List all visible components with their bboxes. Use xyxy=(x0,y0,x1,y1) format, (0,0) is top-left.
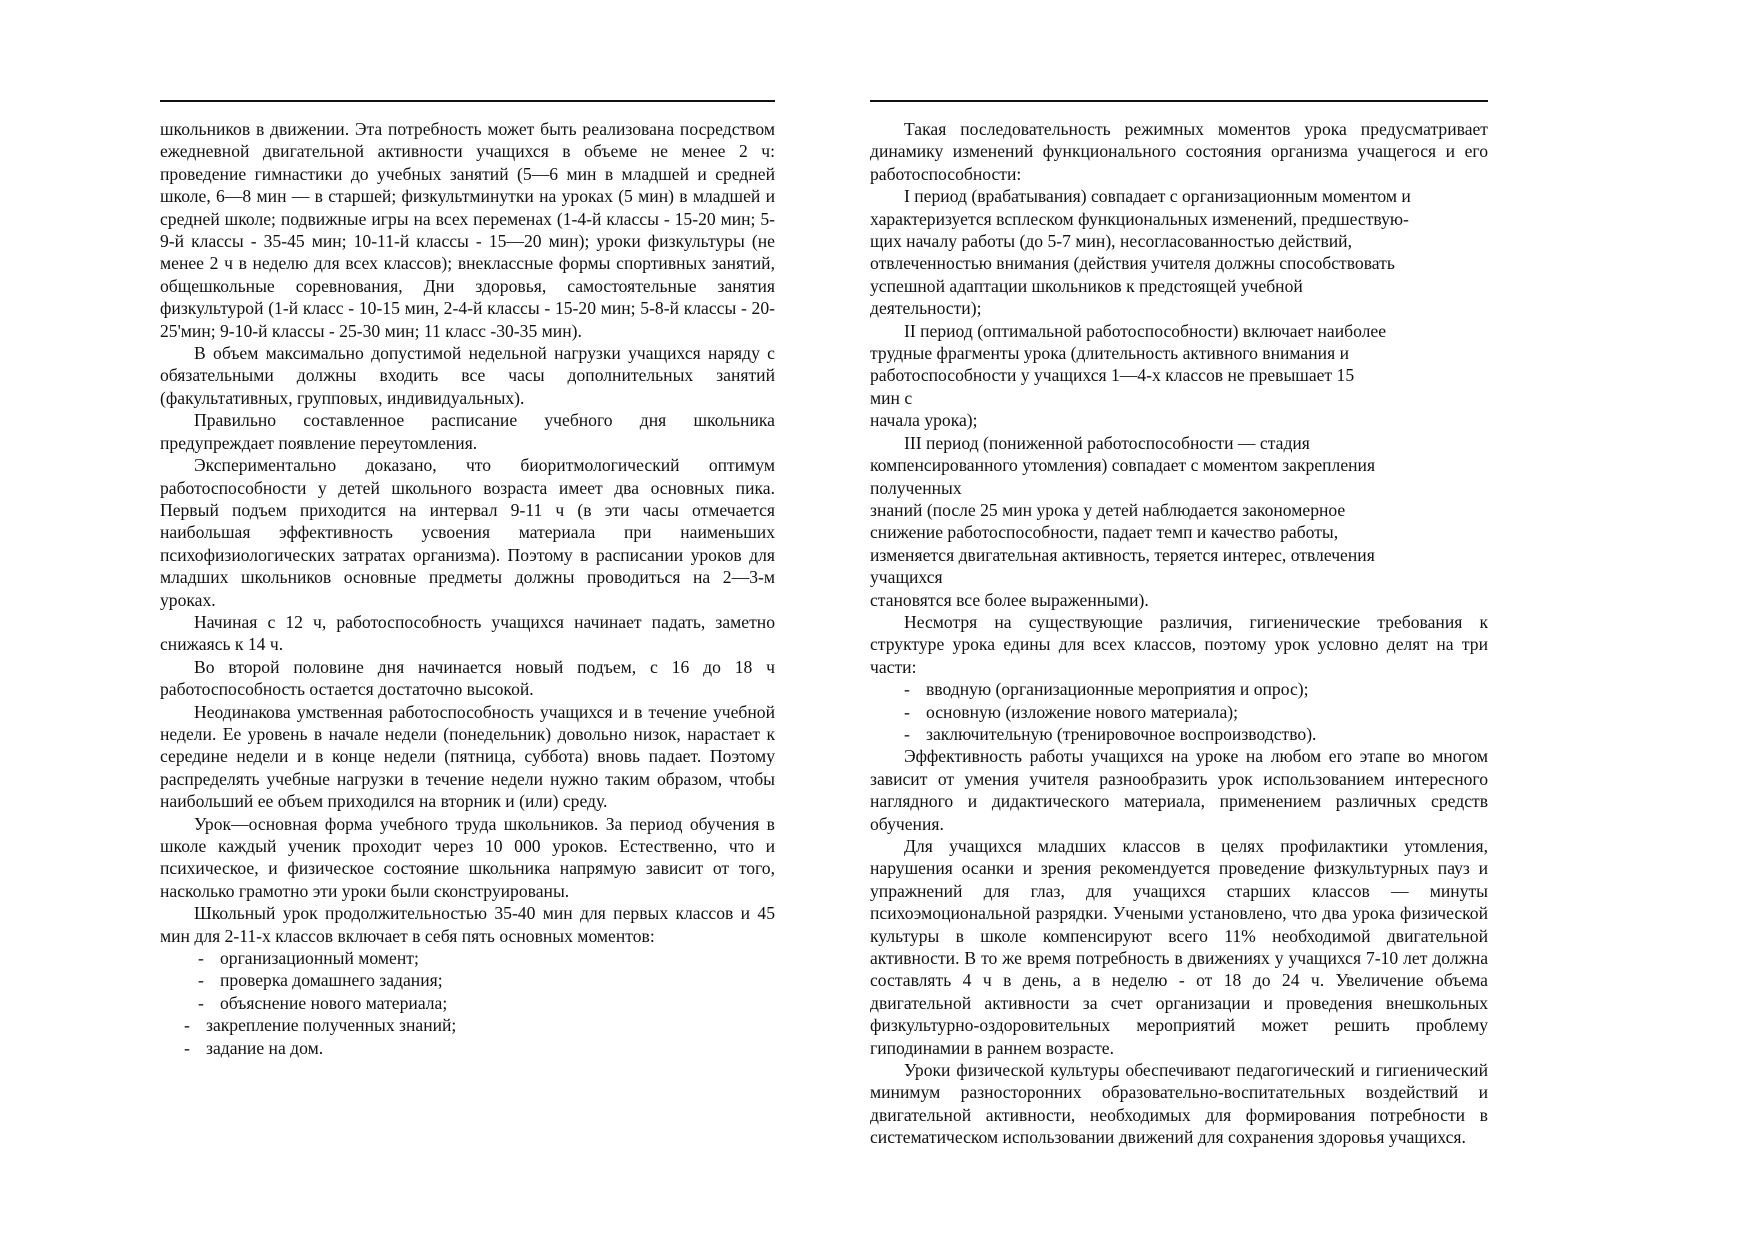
period-label: III xyxy=(904,432,922,453)
paragraph: школьников в движении. Эта потребность может быть реализована посредством ежедневной двигательной активности учащихся в объеме не менее 2 ч: проведение гимнастики до учебных занятий (5—6 мин в младшей и средней школе, 6—8 мин — в старшей; физкультминутки на уроках (5 мин) в младшей и средней школе; подвижные игры на всех переменах (1-4-й классы - 15-20 мин; 5-9-й классы - 35-45 мин; 10-11-й классы - 15—20 мин); уроки физкультуры (не менее 2 ч в неделю для всех классов); внеклассные формы спортивных занятий, общешкольные соревнования, Дни здоровья, самостоятельные занятия физкультурой (1-й класс - 10-15 мин, 2-4-й классы - 15-20 мин; 5-8-й классы - 20-25'мин; 9-10-й классы - 25-30 мин; 11 класс -30-35 мин). xyxy=(160,119,775,341)
lesson-stages-list xyxy=(160,947,775,1059)
right-page-text xyxy=(870,118,1488,1149)
paragraph: Несмотря на существующие различия, гигиенические требования к структуре урока едины для всех классов, поэтому урок условно делят на три части: xyxy=(870,611,1488,677)
paragraph: Такая последовательность режимных моментов урока предусматривает динамику изменений функционального состояния организма учащегося и его работоспособности: xyxy=(870,119,1488,184)
paragraph: Начиная с 12 ч, работоспособность учащихся начинает падать, заметно снижаясь к 14 ч. xyxy=(160,611,775,655)
list-item: - основную (изложение нового материала); xyxy=(904,701,1238,722)
period-1: I период (врабатывания) совпадает с организационным моментом и характеризуется всплеском функциональных изменений, предшествую- щих началу работы (до 5-7 мин), несогласованностью действий, отвлеченностью внимания (действия учителя должны способствовать успешной адаптации школьников к предстоящей учебной деятельности); xyxy=(870,186,1411,319)
list-item: - закрепление полученных знаний; xyxy=(184,1015,457,1036)
paragraph: Урок—основная форма учебного труда школьников. За период обучения в школе каждый ученик проходит через 10 000 уроков. Естественно, что и психическое, и физическое состояние школьника напрямую зависит от того, насколько грамотно эти уроки были сконструированы. xyxy=(160,813,775,901)
left-page-text xyxy=(160,118,775,1059)
lesson-parts-list xyxy=(870,678,1488,745)
right-header-rule xyxy=(870,100,1488,102)
left-header-rule xyxy=(160,100,775,102)
list-item: - задание на дом. xyxy=(184,1037,324,1058)
period-2: II период (оптимальной работоспособности) включает наиболее трудные фрагменты урока (длительность активного внимания и работоспособности у учащихся 1—4-х классов не превышает 15 мин с начала урока); xyxy=(870,320,1387,431)
list-item: - организационный момент; xyxy=(198,948,419,969)
paragraph: Школьный урок продолжительностью 35-40 мин для первых классов и 45 мин для 2-11-х классов включает в себя пять основных моментов: xyxy=(160,903,775,946)
period-label: II xyxy=(904,320,916,341)
paragraph: Для учащихся младших классов в целях профилактики утомления, нарушения осанки и зрения рекомендуется проведение физкультурных пауз и упражнений для глаз, для учащихся старших классов — минуты психоэмоциональной разрядки. Учеными установлено, что два урока физической культуры в школе компенсируют всего 11% необходимой двигательной активности. В то же время потребность в движениях у учащихся 7-10 лет должна составлять 4 ч в день, а в неделю - от 18 до 24 ч. Увеличение объема двигательной активности за счет организации и проведения внешкольных физкультурно-оздоровительных мероприятий может решить проблему гиподинамии в раннем возрасте. xyxy=(870,836,1488,1058)
right-page xyxy=(870,100,1488,1149)
paragraph: Эффективность работы учащихся на уроке на любом его этапе во многом зависит от умения учителя разнообразить урок использованием интересного наглядного и дидактического материала, применением различных средств обучения. xyxy=(870,746,1488,834)
paragraph: Неодинакова умственная работоспособность учащихся и в течение учебной недели. Ее уровень в начале недели (понедельник) довольно низок, нарастает к середине недели и в конце недели (пятница, суббота) вновь падает. Поэтому распределять учебные нагрузки в течение недели нужно таким образом, чтобы наибольший ее объем приходился на вторник и (или) среду. xyxy=(160,701,775,812)
period-label: I xyxy=(904,186,910,207)
left-page xyxy=(160,100,775,1059)
list-item: - проверка домашнего задания; xyxy=(198,970,443,991)
period-3: III период (пониженной работоспособности — стадия компенсированного утомления) совпадает с моментом закрепления полученных знаний (после 25 мин урока у детей наблюдается закономерное снижение работоспособности, падает темп и качество работы, изменяется двигательная активность, теряется интерес, отвлечения учащихся становятся все более выраженными). xyxy=(870,432,1376,610)
paragraph: В объем максимально допустимой недельной нагрузки учащихся наряду с обязательными должны входить все часы дополнительных занятий (факультативных, групповых, индивидуальных). xyxy=(160,343,775,408)
paragraph: Экспериментально доказано, что биоритмологический оптимум работоспособности у детей школьного возраста имеет два основных пика. Первый подъем приходится на интервал 9-11 ч (в эти часы отмечается наибольшая эффективность усвоения материала при наименьших психофизиологических затратах организма). Поэтому в расписании уроков для младших школьников основные предметы должны проводиться на 2—3-м уроках. xyxy=(160,455,775,610)
list-item: - заключительную (тренировочное воспроизводство). xyxy=(904,723,1317,744)
paragraph: Во второй половине дня начинается новый подъем, с 16 до 18 ч работоспособность остается достаточно высокой. xyxy=(160,656,775,700)
paragraph: Уроки физической культуры обеспечивают педагогический и гигиенический минимум разносторонних образовательно-воспитательных воздействий и двигательной активности, необходимых для формирования потребности в систематическом использовании движений для сохранения здоровья учащихся. xyxy=(870,1060,1488,1148)
paragraph: Правильно составленное расписание учебного дня школьника предупреждает появление переутомления. xyxy=(160,410,775,453)
list-item: - объяснение нового материала; xyxy=(198,992,448,1013)
list-item: - вводную (организационные мероприятия и опрос); xyxy=(904,679,1309,700)
